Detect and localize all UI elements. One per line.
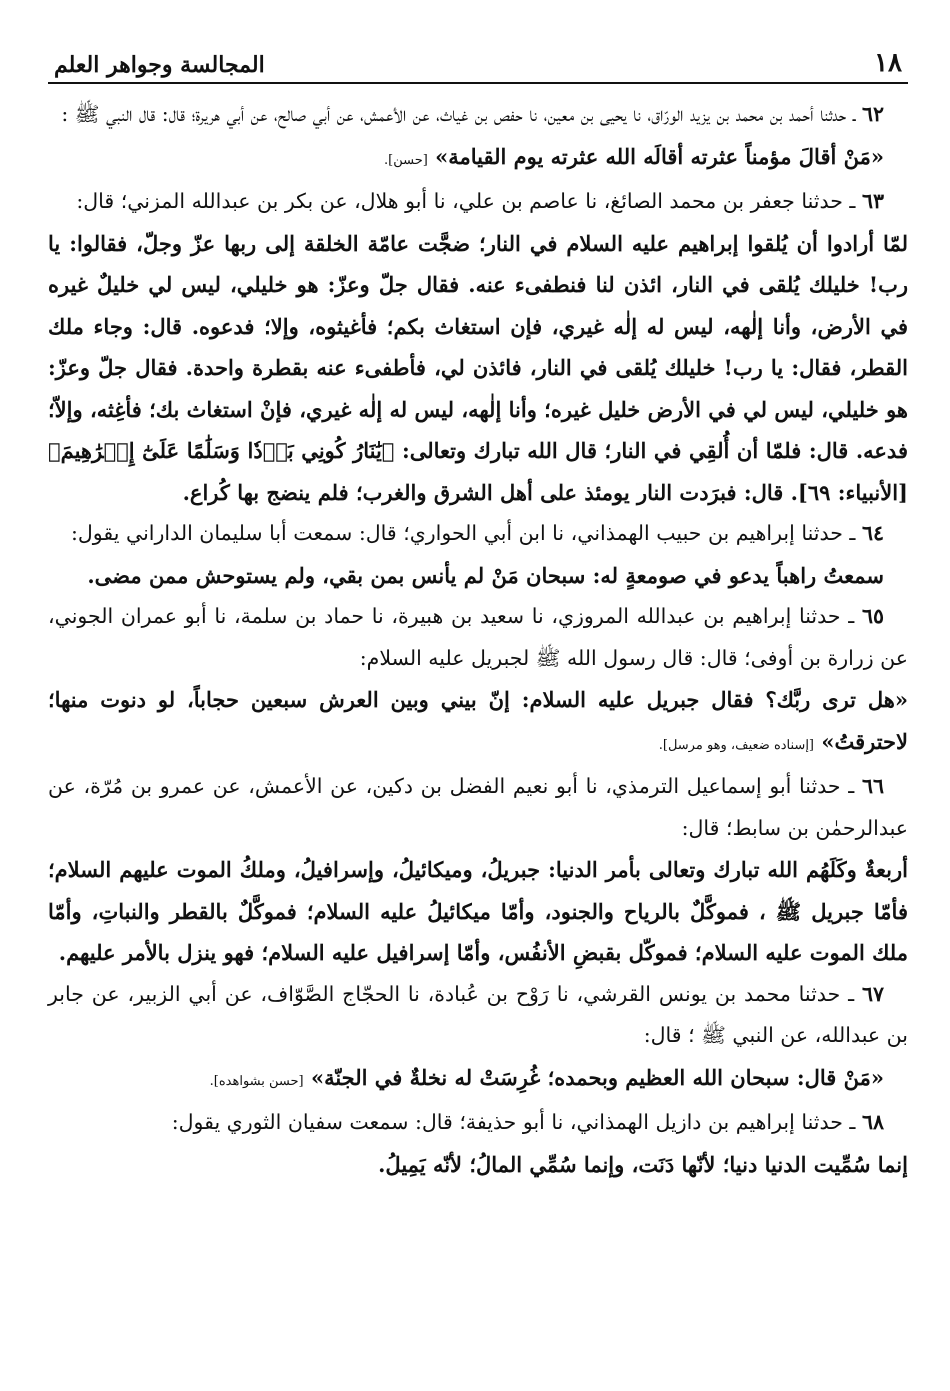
hadith-67-isnad [48,974,908,1057]
page-header [48,38,908,84]
hadith-64-isnad [48,513,908,555]
entry-number: ٦٣ [861,189,884,213]
matn-text: «مَنْ أقالَ مؤمناً عثرته أقالَه الله عثرته يوم القيامة» [435,143,884,169]
entry-number: ٦٦ [861,774,884,798]
matn-text: إنما سُمِّيت الدنيا دنيا؛ لأنّها دَنَت، وإنما سُمِّي المالُ؛ لأنّه يَمِيلُ. [378,1151,908,1177]
hadith-68-matn [48,1144,908,1186]
page-body [48,94,908,1185]
isnad-text: ـ حدثنا أحمد بن محمد بن يزيد الورّاق، نا يحيى بن معين، نا حفص بن غياث، عن الأعمش، عن أبي صالح، عن أبي هريرة؛ قال: قال النبي ﷺ : [61,102,856,126]
book-title: المجالسة وجواهر العلم [54,52,265,78]
isnad-text: ـ حدثنا إبراهيم بن دازيل الهمذاني، نا أبو حذيفة؛ قال: سمعت سفيان الثوري يقول: [171,1110,856,1134]
hadith-66-matn [48,849,908,974]
hadith-62-matn [48,136,908,182]
hadith-64-matn [48,555,908,597]
matn-text: أربعةٌ وكَلَهُم الله تبارك وتعالى بأمر الدنيا: جبريلُ، وميكائيلُ، وإسرافيلُ، وملكُ الموت عليهم السلام؛ فأمّا جبريل ﷺ ، فموكَّلٌ بالرياح والجنود، وأمّا ميكائيلُ عليه السلام؛ فموكَّلٌ بالقطر والنباتِ، وأمّا ملك الموت عليه السلام؛ فموكّل بقبضِ الأنفُس، وأمّا إسرافيل عليه السلام؛ فهو ينزل بالأمر عليهم. [48,857,908,965]
matn-text: لمّا أرادوا أن يُلقوا إبراهيم عليه السلام في النار؛ ضجَّت عامّة الخلقة إلى ربها عزّ وجلّ، فقالوا: يا رب! خليلك يُلقى في النار، ائذن لنا فنطفىء عنه. فقال جلّ وعزّ: هو خليلي، ليس لي خليلٌ غيره في الأرض، وأنا إلٰهه، ليس له إلٰه غيري، فإن استغاث بكم؛ فأغيثوه، وإلا؛ فدعوه. قال: وجاء ملك القطر، فقال: يا رب! خليلك يُلقى في النار، فائذن لي، فأطفىء عنه بقطرة واحدة. فقال جلّ وعزّ: هو خليلي، ليس لي في الأرض خليل غيره؛ وأنا إلٰهه، ليس له إلٰه غيري، فإنْ استغاث بك؛ فأغِثه، وإلاّ؛ فدعه. قال: فلمّا أن أُلقِي في النار؛ قال الله تبارك وتعالى: ﴿يَٰنَارُ كُونِي بَرۡدٗا وَسَلَٰمًا عَلَىٰٓ إِبۡرَٰهِيمَ﴾ [الأنبياء: ٦٩]. قال: فبرَدت النار يومئذ على أهل الشرق والغرب؛ فلم ينضج بها كُراع. [48,230,908,505]
matn-text: «مَنْ قال: سبحان الله العظيم وبحمده؛ غُرِسَتْ له نخلةٌ في الجنّة» [310,1064,884,1090]
grade-note: [حسن]. [384,152,428,168]
hadith-67-matn [48,1057,908,1103]
hadith-66-isnad [48,766,908,849]
matn-text: سمعتُ راهباً يدعو في صومعةٍ له: سبحان مَنْ لم يأنس بمن بقي، ولم يستوحش ممن مضى. [87,562,884,588]
isnad-text: ـ حدثنا إبراهيم بن حبيب الهمذاني، نا ابن أبي الحواري؛ قال: سمعت أبا سليمان الداراني يقول: [71,521,856,545]
grade-note: [إسناده ضعيف، وهو مرسل]. [658,737,815,753]
isnad-text: ـ حدثنا جعفر بن محمد الصائغ، نا عاصم بن علي، نا أبو هلال، عن بكر بن عبدالله المزني؛ قال: [76,189,856,213]
book-page [48,38,908,1185]
isnad-text: ـ حدثنا محمد بن يونس القرشي، نا رَوْح بن عُبادة، نا الحجّاج الصَّوّاف، عن أبي الزبير، عن جابر بن عبدالله، عن النبي ﷺ ؛ قال: [48,981,908,1047]
isnad-text: ـ حدثنا أبو إسماعيل الترمذي، نا أبو نعيم الفضل بن دكين، عن الأعمش، عن عمرو بن مُرّة، عن عبدالرحمٰن بن سابط؛ قال: [48,774,908,840]
hadith-65-matn [48,679,908,766]
entry-number: ٦٢ [861,102,884,126]
hadith-62-isnad [48,94,908,136]
matn-text: «هل ترى ربَّك؟ فقال جبريل عليه السلام: إنّ بيني وبين العرش سبعين حجاباً، لو دنوت منها؛ لاحترقتُ» [48,687,908,754]
entry-number: ٦٧ [861,981,884,1006]
entry-number: ٦٥ [861,604,884,628]
entry-number: ٦٤ [861,521,884,545]
hadith-65-isnad [48,596,908,679]
entry-number: ٦٨ [861,1110,884,1134]
grade-note: [حسن بشواهده]. [209,1073,304,1089]
hadith-63-matn [48,223,908,514]
hadith-68-isnad [48,1102,908,1144]
page-number: ١٨ [874,48,902,78]
hadith-63-isnad [48,181,908,223]
isnad-text: ـ حدثنا إبراهيم بن عبدالله المروزي، نا سعيد بن هبيرة، نا حماد بن سلمة، نا أبو عمران الجوني، عن زرارة بن أوفى؛ قال: قال رسول الله ﷺ لجبريل عليه السلام: [48,604,908,670]
